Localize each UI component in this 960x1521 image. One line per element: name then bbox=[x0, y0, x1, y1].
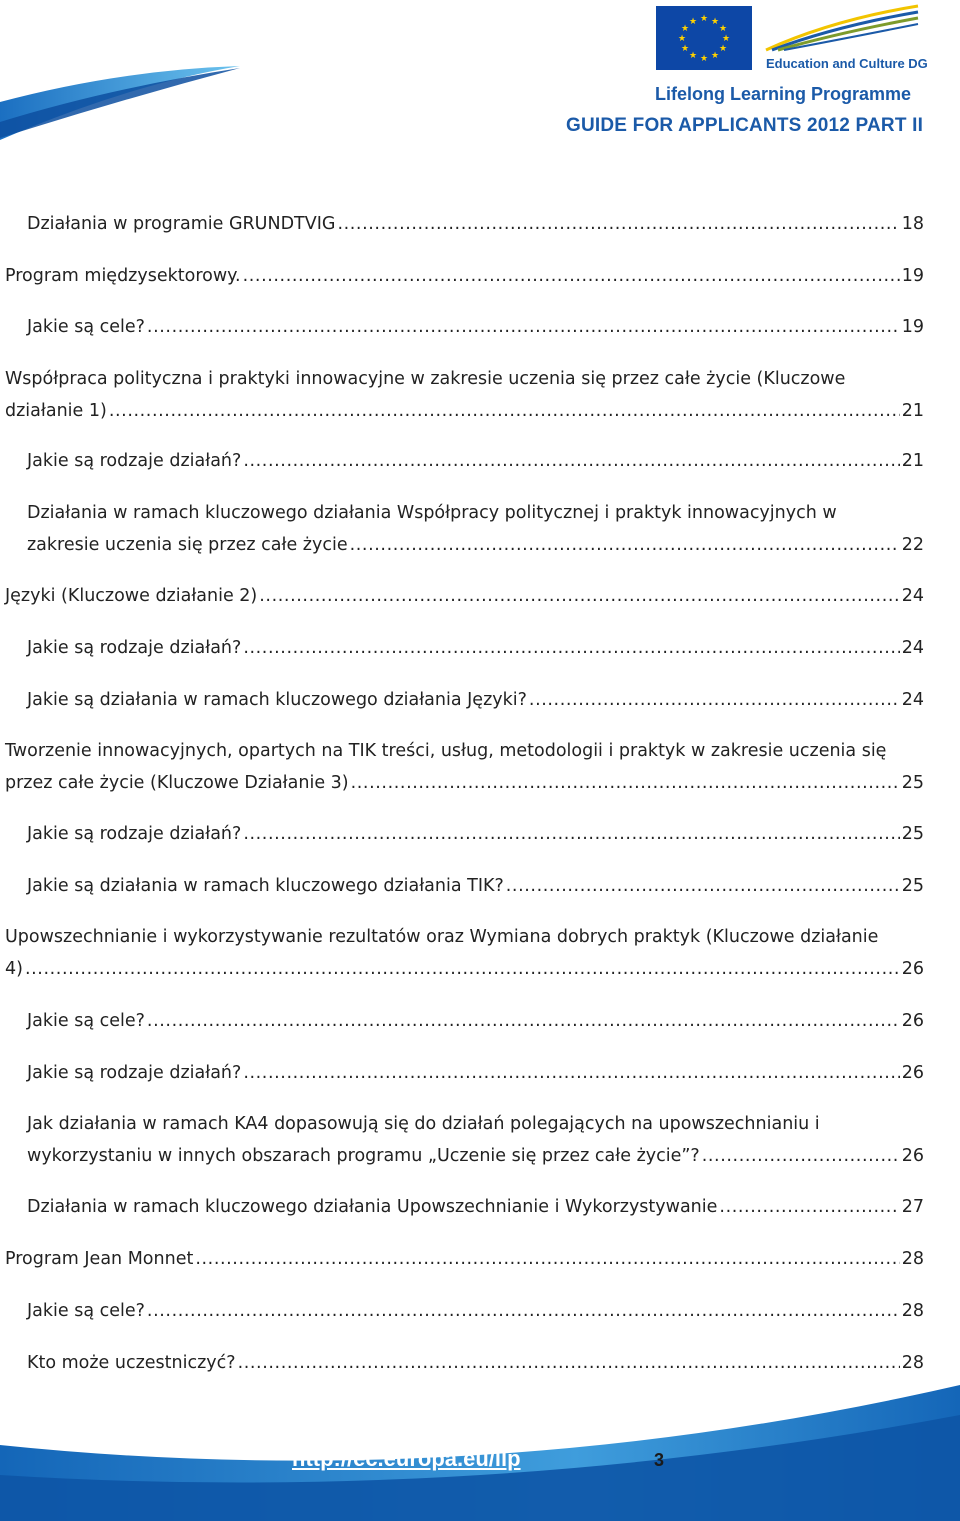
toc-entry-title: Jakie są rodzaje działań? bbox=[27, 1063, 242, 1083]
toc-entry-title: Jakie są rodzaje działań? bbox=[27, 824, 242, 844]
toc-entry-title: Działania w programie GRUNDTVIG bbox=[27, 214, 336, 234]
toc-leader-dots bbox=[350, 529, 900, 561]
toc-entry[interactable] bbox=[27, 1347, 924, 1379]
toc-entry-title: Tworzenie innowacyjnych, opartych na TIK treści, usług, metodologii i praktyk w zakresie uczenia się bbox=[5, 741, 887, 761]
toc-entry-title: Jak działania w ramach KA4 dopasowują się do działań polegających na upowszechnianiu i bbox=[27, 1114, 820, 1134]
toc-page-number: 21 bbox=[901, 451, 924, 471]
toc-leader-dots bbox=[147, 1005, 900, 1037]
toc-entry[interactable] bbox=[27, 818, 924, 850]
toc-entry[interactable] bbox=[27, 684, 924, 716]
svg-text:★: ★ bbox=[680, 44, 690, 54]
toc-page-number: 24 bbox=[901, 690, 924, 710]
toc-page-number: 25 bbox=[901, 876, 924, 896]
programme-name: Lifelong Learning Programme bbox=[655, 84, 912, 104]
toc-entry-title: Jakie są cele? bbox=[27, 1301, 145, 1321]
toc-entry[interactable] bbox=[5, 363, 924, 427]
toc-entry[interactable] bbox=[5, 260, 924, 292]
toc-entry-title: Jakie są działania w ramach kluczowego działania TIK? bbox=[27, 876, 504, 896]
toc-entry-title: Jakie są cele? bbox=[27, 1011, 145, 1031]
toc-entry[interactable] bbox=[27, 497, 924, 561]
svg-text:★: ★ bbox=[718, 44, 728, 54]
toc-entry[interactable] bbox=[5, 580, 924, 612]
svg-text:★: ★ bbox=[710, 17, 720, 27]
toc-entry[interactable] bbox=[27, 311, 924, 343]
toc-page-number: 26 bbox=[901, 1011, 924, 1031]
page-number: 3 bbox=[654, 1450, 665, 1470]
toc-entry-title: zakresie uczenia się przez całe życie bbox=[27, 535, 348, 555]
toc-page-number: 19 bbox=[901, 317, 924, 337]
svg-text:★: ★ bbox=[677, 34, 687, 44]
toc-entry-title: Jakie są działania w ramach kluczowego działania Języki? bbox=[27, 690, 527, 710]
toc-entry-title: Upowszechnianie i wykorzystywanie rezultatów oraz Wymiana dobrych praktyk (Kluczowe działanie bbox=[5, 927, 879, 947]
toc-leader-dots bbox=[259, 580, 899, 612]
eu-flag-icon bbox=[656, 6, 752, 70]
toc-page-number: 25 bbox=[901, 824, 924, 844]
toc-leader-dots bbox=[109, 395, 900, 427]
toc-entry[interactable] bbox=[27, 208, 924, 240]
toc-page-number: 21 bbox=[901, 401, 924, 421]
toc-entry-title: działanie 1) bbox=[5, 401, 107, 421]
toc-page-number: 18 bbox=[901, 214, 924, 234]
svg-text:★: ★ bbox=[710, 51, 720, 61]
svg-text:★: ★ bbox=[688, 17, 698, 27]
toc-entry-title: Działania w ramach kluczowego działania Upowszechnianie i Wykorzystywanie bbox=[27, 1197, 718, 1217]
toc-leader-dots bbox=[25, 953, 900, 985]
toc-leader-dots bbox=[243, 818, 899, 850]
toc-entry[interactable] bbox=[5, 921, 924, 985]
toc-entry-title: Program międzysektorowy. bbox=[5, 266, 241, 286]
toc-entry[interactable] bbox=[27, 1295, 924, 1327]
toc-leader-dots bbox=[337, 208, 899, 240]
toc-leader-dots bbox=[529, 684, 900, 716]
toc-leader-dots bbox=[243, 260, 900, 292]
toc-page-number: 27 bbox=[901, 1197, 924, 1217]
toc-page-number: 28 bbox=[901, 1353, 924, 1373]
toc-page-number: 28 bbox=[901, 1301, 924, 1321]
toc-leader-dots bbox=[238, 1347, 900, 1379]
toc-entry-title: Jakie są rodzaje działań? bbox=[27, 451, 242, 471]
toc-entry-title: 4) bbox=[5, 959, 23, 979]
toc-leader-dots bbox=[506, 870, 900, 902]
toc-entry-title: Jakie są rodzaje działań? bbox=[27, 638, 242, 658]
toc-entry[interactable] bbox=[27, 1191, 924, 1223]
toc-entry[interactable] bbox=[5, 735, 924, 799]
toc-page-number: 28 bbox=[901, 1249, 924, 1269]
toc-entry-title: Współpraca polityczna i praktyki innowacyjne w zakresie uczenia się przez całe życie (Kluczowe bbox=[5, 369, 846, 389]
toc-entry[interactable] bbox=[27, 445, 924, 477]
toc-page-number: 24 bbox=[901, 586, 924, 606]
toc-entry[interactable] bbox=[27, 1108, 924, 1172]
toc-leader-dots bbox=[702, 1140, 900, 1172]
toc-entry-title: Języki (Kluczowe działanie 2) bbox=[5, 586, 258, 606]
toc-entry-title: Działania w ramach kluczowego działania Współpracy politycznej i praktyk innowacyjnych w bbox=[27, 503, 837, 523]
guide-title: GUIDE FOR APPLICANTS 2012 PART II bbox=[566, 115, 924, 136]
svg-text:★: ★ bbox=[718, 24, 728, 34]
toc-page-number: 24 bbox=[901, 638, 924, 658]
ec-wave-logo-icon bbox=[762, 4, 924, 54]
toc-entry[interactable] bbox=[5, 1243, 924, 1275]
toc-leader-dots bbox=[195, 1243, 899, 1275]
toc-entry[interactable] bbox=[27, 1057, 924, 1089]
svg-text:★: ★ bbox=[721, 34, 731, 44]
toc-page-number: 19 bbox=[901, 266, 924, 286]
svg-text:★: ★ bbox=[680, 24, 690, 34]
footer-link[interactable]: http://ec.europa.eu/llp bbox=[292, 1446, 521, 1471]
svg-text:★: ★ bbox=[699, 54, 709, 64]
toc-entry-title: Kto może uczestniczyć? bbox=[27, 1353, 236, 1373]
swoosh-logo-icon bbox=[0, 60, 245, 140]
svg-text:★: ★ bbox=[699, 14, 709, 24]
org-name: Education and Culture DG bbox=[766, 56, 928, 71]
toc-leader-dots bbox=[147, 1295, 900, 1327]
toc-leader-dots bbox=[243, 1057, 899, 1089]
toc-page-number: 25 bbox=[901, 773, 924, 793]
toc-page-number: 22 bbox=[901, 535, 924, 555]
toc-page-number: 26 bbox=[901, 959, 924, 979]
toc-entry[interactable] bbox=[27, 1005, 924, 1037]
toc-leader-dots bbox=[243, 445, 899, 477]
toc-entry-title: Program Jean Monnet bbox=[5, 1249, 194, 1269]
toc-entry-title: Jakie są cele? bbox=[27, 317, 145, 337]
toc-entry-title: przez całe życie (Kluczowe Działanie 3) bbox=[5, 773, 349, 793]
svg-text:★: ★ bbox=[688, 51, 698, 61]
page-header bbox=[0, 0, 960, 150]
toc-leader-dots bbox=[351, 767, 900, 799]
toc-entry[interactable] bbox=[27, 870, 924, 902]
toc-leader-dots bbox=[147, 311, 900, 343]
toc-leader-dots bbox=[243, 632, 899, 664]
toc-page-number: 26 bbox=[901, 1063, 924, 1083]
toc-page-number: 26 bbox=[901, 1146, 924, 1166]
toc-entry-title: wykorzystaniu w innych obszarach programu „Uczenie się przez całe życie”? bbox=[27, 1146, 700, 1166]
toc-entry[interactable] bbox=[27, 632, 924, 664]
toc-leader-dots bbox=[719, 1191, 899, 1223]
